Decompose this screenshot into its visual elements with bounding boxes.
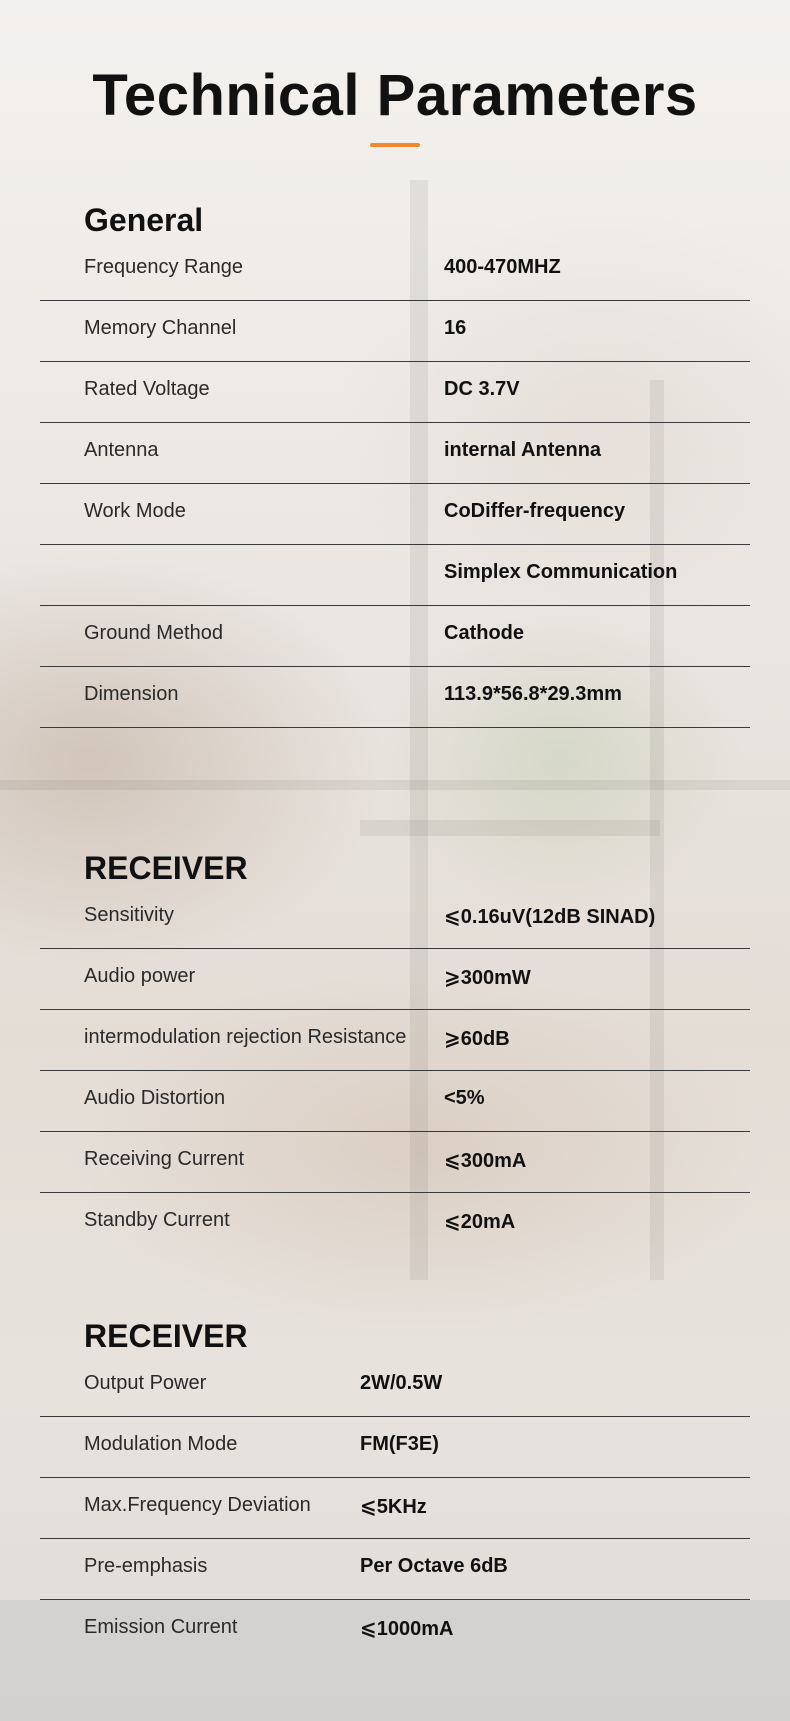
- spec-row: [40, 1539, 750, 1600]
- section-heading: General: [84, 202, 204, 238]
- spec-label: Modulation Mode: [84, 1433, 238, 1455]
- background-beam: [360, 820, 660, 836]
- spec-value: Per Octave 6dB: [360, 1555, 508, 1577]
- spec-label: Memory Channel: [84, 317, 237, 339]
- section-general: [40, 200, 750, 728]
- section-heading: RECEIVER: [84, 1318, 248, 1354]
- spec-row: [40, 1010, 750, 1071]
- section-receiver: [40, 848, 750, 1253]
- spec-row: [40, 301, 750, 362]
- spec-label: Antenna: [84, 439, 159, 461]
- spec-label: Pre-emphasis: [84, 1555, 208, 1577]
- spec-value: 16: [444, 317, 467, 339]
- spec-row: [40, 1356, 750, 1417]
- spec-label: Audio Distortion: [84, 1087, 226, 1109]
- spec-row: [40, 606, 750, 667]
- spec-value: FM(F3E): [360, 1433, 439, 1455]
- spec-value: 113.9*56.8*29.3mm: [444, 683, 622, 705]
- spec-row: [40, 1600, 750, 1660]
- spec-row: [40, 667, 750, 728]
- spec-label: Dimension: [84, 683, 179, 705]
- spec-value: internal Antenna: [444, 439, 602, 461]
- spec-label: intermodulation rejection Resistance: [84, 1026, 407, 1048]
- section-heading: RECEIVER: [84, 850, 248, 886]
- spec-value: 400-470MHZ: [444, 256, 561, 278]
- spec-value: ⩾60dB: [444, 1028, 510, 1050]
- spec-row: [40, 1071, 750, 1132]
- spec-label: Ground Method: [84, 622, 223, 644]
- spec-row: [40, 949, 750, 1010]
- spec-row: [40, 888, 750, 949]
- spec-label: Work Mode: [84, 500, 186, 522]
- spec-value: ⩽300mA: [444, 1150, 527, 1172]
- spec-row: [40, 1478, 750, 1539]
- spec-label: Rated Voltage: [84, 378, 210, 400]
- page-title: Technical Parameters: [92, 63, 698, 128]
- section-receiver-output: [40, 1316, 750, 1660]
- spec-value: ⩽5KHz: [360, 1496, 427, 1518]
- spec-row: [40, 240, 750, 301]
- spec-label: Standby Current: [84, 1209, 230, 1231]
- spec-value: ⩽20mA: [444, 1211, 516, 1233]
- spec-row: [40, 484, 750, 545]
- spec-value: ⩽1000mA: [360, 1618, 454, 1640]
- spec-value: Simplex Communication: [444, 561, 678, 583]
- spec-label: Emission Current: [84, 1616, 238, 1638]
- spec-label: Sensitivity: [84, 904, 175, 926]
- spec-label: Output Power: [84, 1372, 207, 1394]
- spec-row: [40, 1193, 750, 1253]
- spec-row: [40, 545, 750, 606]
- spec-row: [40, 1417, 750, 1478]
- spec-label: Max.Frequency Deviation: [84, 1494, 311, 1516]
- spec-value: Cathode: [444, 622, 524, 644]
- spec-row: [40, 423, 750, 484]
- title-underline: [370, 143, 420, 147]
- spec-value: 2W/0.5W: [360, 1372, 443, 1394]
- spec-row: [40, 1132, 750, 1193]
- spec-label: Frequency Range: [84, 256, 243, 278]
- background-beam: [0, 780, 790, 790]
- spec-value: DC 3.7V: [444, 378, 520, 400]
- spec-row: [40, 362, 750, 423]
- spec-label: Receiving Current: [84, 1148, 245, 1170]
- spec-label: Audio power: [84, 965, 196, 987]
- spec-value: ⩽0.16uV(12dB SINAD): [444, 906, 656, 928]
- spec-value: ⩾300mW: [444, 967, 531, 989]
- spec-value: <5%: [444, 1087, 485, 1109]
- spec-value: CoDiffer-frequency: [444, 500, 626, 522]
